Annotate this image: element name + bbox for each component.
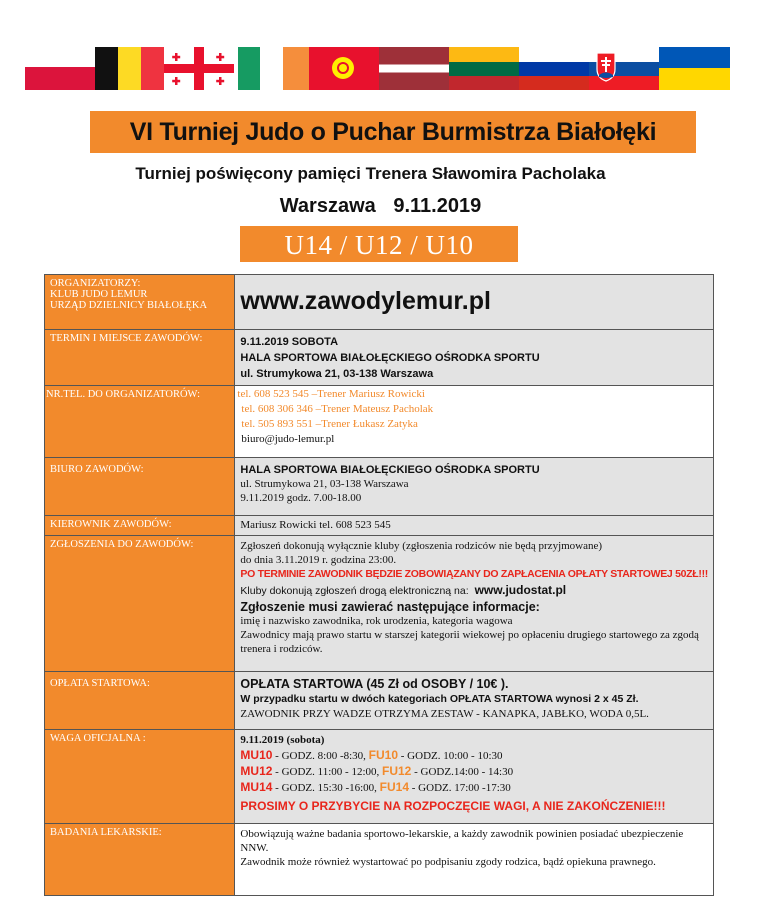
row-zgloszenia bbox=[45, 536, 714, 672]
value-oplata bbox=[235, 672, 714, 730]
termin-hall: HALA SPORTOWA BIAŁOŁĘCKIEGO OŚRODKA SPORTU bbox=[240, 352, 540, 364]
value-termin bbox=[235, 330, 714, 386]
organizers-label-3: URZĄD DZIELNICY BIAŁOŁĘKA bbox=[50, 300, 208, 311]
waga-m-time-2: - GODZ. 11:00 - 12:00, bbox=[272, 766, 383, 778]
zgloszenia-extra: Zawodnicy mają prawo startu w starszej kategorii wiekowej po opłaceniu drugiego startowego za zgodą trenera i rodziców. bbox=[240, 629, 699, 655]
label-termin: TERMIN I MIEJSCE ZAWODÓW: bbox=[45, 330, 235, 386]
biuro-hall: HALA SPORTOWA BIAŁOŁĘCKIEGO OŚRODKA SPORTU bbox=[240, 464, 540, 476]
waga-date: 9.11.2019 (sobota) bbox=[240, 734, 325, 746]
value-kierownik: Mariusz Rowicki tel. 608 523 545 bbox=[235, 516, 714, 536]
zgloszenia-line1: Zgłoszeń dokonują wyłącznie kluby (zgłoszenia rodziców nie będą przyjmowane) bbox=[240, 540, 603, 552]
waga-m-1: MU10 bbox=[240, 748, 273, 762]
label-phones: NR.TEL. DO ORGANIZATORÓW: bbox=[45, 386, 235, 458]
event-date: 9.11.2019 bbox=[393, 195, 482, 217]
date-line bbox=[0, 195, 761, 218]
flag-slovakia bbox=[589, 47, 659, 90]
row-badania bbox=[45, 824, 714, 896]
flag-kyrgyzstan bbox=[283, 47, 379, 90]
badania-p2: Zawodnik może również wystartować po podpisaniu zgody rodzica, bądź opiekuna prawnego. bbox=[240, 856, 656, 868]
row-phones bbox=[45, 386, 714, 458]
title-banner bbox=[90, 111, 696, 153]
flag-georgia bbox=[164, 47, 234, 90]
flag-lithuania bbox=[449, 47, 519, 90]
waga-m-time-1: - GODZ. 8:00 -8:30, bbox=[272, 750, 369, 762]
waga-m-3: MU14 bbox=[240, 780, 273, 794]
waga-schedule-3 bbox=[240, 780, 708, 796]
value-waga bbox=[235, 730, 714, 824]
zgloszenia-electronic bbox=[240, 583, 708, 598]
biuro-address: ul. Strumykowa 21, 03-138 Warszawa bbox=[240, 478, 409, 490]
age-categories-banner: U14 / U12 / U10 bbox=[240, 226, 518, 262]
row-waga bbox=[45, 730, 714, 824]
phone-1[interactable]: tel. 608 523 545 –Trener Mariusz Rowicki bbox=[237, 388, 425, 400]
flag-poland bbox=[25, 67, 95, 90]
flag-belgium bbox=[95, 47, 164, 90]
flag-ireland bbox=[234, 47, 260, 90]
label-zgloszenia: ZGŁOSZENIA DO ZAWODÓW: bbox=[45, 536, 235, 672]
waga-f-2: FU12 bbox=[382, 764, 412, 778]
waga-note: PROSIMY O PRZYBYCIE NA ROZPOCZĘCIE WAGI, A NIE ZAKOŃCZENIE!!! bbox=[240, 799, 666, 813]
phone-3[interactable]: tel. 505 893 551 –Trener Łukasz Zatyka bbox=[241, 418, 418, 430]
waga-f-1: FU10 bbox=[368, 748, 399, 762]
judostat-link[interactable]: www.judostat.pl bbox=[474, 583, 567, 597]
label-badania: BADANIA LEKARSKIE: bbox=[45, 824, 235, 896]
row-termin bbox=[45, 330, 714, 386]
zgloszenia-warning: PO TERMINIE ZAWODNIK BĘDZIE ZOBOWIĄZANY DO ZAPŁACENIA OPŁATY STARTOWEJ 50ZŁ!!! bbox=[240, 568, 708, 580]
row-oplata bbox=[45, 672, 714, 730]
flags-banner bbox=[25, 45, 730, 91]
page-title: VI Turniej Judo o Puchar Burmistrza Białołęki bbox=[129, 118, 657, 146]
zgloszenia-must: Zgłoszenie musi zawierać następujące informacje: bbox=[240, 600, 540, 614]
flag-ukraine bbox=[659, 47, 730, 90]
flag-latvia bbox=[379, 47, 449, 90]
value-biuro bbox=[235, 458, 714, 516]
website-link[interactable]: www.zawodylemur.pl bbox=[240, 287, 491, 315]
organizers-label-2: KLUB JUDO LEMUR bbox=[50, 289, 148, 300]
value-organizers bbox=[235, 275, 714, 330]
waga-m-2: MU12 bbox=[240, 764, 273, 778]
waga-f-time-2: - GODZ.14:00 - 14:30 bbox=[411, 766, 514, 778]
label-organizers bbox=[45, 275, 235, 330]
organizers-label-1: ORGANIZATORZY: bbox=[50, 278, 141, 289]
email[interactable]: biuro@judo-lemur.pl bbox=[241, 433, 335, 445]
oplata-main: OPŁATA STARTOWA (45 Zł od OSOBY / 10€ ). bbox=[240, 677, 509, 691]
row-biuro bbox=[45, 458, 714, 516]
zgloszenia-line2: do dnia 3.11.2019 r. godzina 23:00. bbox=[240, 554, 397, 566]
label-kierownik: KIEROWNIK ZAWODÓW: bbox=[45, 516, 235, 536]
termin-address: ul. Strumykowa 21, 03-138 Warszawa bbox=[240, 368, 434, 380]
zgloszenia-info: imię i nazwisko zawodnika, rok urodzenia, kategoria wagowa bbox=[240, 615, 513, 627]
label-oplata: OPŁATA STARTOWA: bbox=[45, 672, 235, 730]
row-organizers bbox=[45, 275, 714, 330]
waga-f-time-1: - GODZ. 10:00 - 10:30 bbox=[398, 750, 503, 762]
badania-p1: Obowiązują ważne badania sportowo-lekarskie, a każdy zawodnik powinien posiadać ubezpieczenie NNW. bbox=[240, 828, 684, 854]
oplata-two: W przypadku startu w dwóch kategoriach OPŁATA STARTOWA wynosi 2 x 45 Zł. bbox=[240, 693, 639, 705]
label-biuro: BIURO ZAWODÓW: bbox=[45, 458, 235, 516]
flag-russia bbox=[519, 47, 589, 90]
info-table bbox=[44, 274, 714, 896]
value-phones bbox=[235, 386, 714, 458]
waga-m-time-3: - GODZ. 15:30 -16:00, bbox=[272, 782, 380, 794]
termin-date: 9.11.2019 SOBOTA bbox=[240, 336, 339, 348]
flags-svg bbox=[25, 45, 730, 91]
phone-2[interactable]: tel. 608 306 346 –Trener Mateusz Pacholak bbox=[241, 403, 434, 415]
value-zgloszenia bbox=[235, 536, 714, 672]
city: Warszawa bbox=[279, 195, 376, 217]
waga-schedule-2 bbox=[240, 764, 708, 780]
label-waga: WAGA OFICJALNA : bbox=[45, 730, 235, 824]
biuro-hours: 9.11.2019 godz. 7.00-18.00 bbox=[240, 492, 362, 504]
value-badania bbox=[235, 824, 714, 896]
waga-f-3: FU14 bbox=[379, 780, 410, 794]
oplata-kit: ZAWODNIK PRZY WADZE OTRZYMA ZESTAW - KANAPKA, JABŁKO, WODA 0,5L. bbox=[240, 708, 649, 720]
subtitle: Turniej poświęcony pamięci Trenera Sławomira Pacholaka bbox=[135, 164, 606, 183]
row-kierownik bbox=[45, 516, 714, 536]
zgloszenia-electronic-text: Kluby dokonują zgłoszeń drogą elektroniczną na: bbox=[240, 585, 469, 597]
waga-f-time-3: - GODZ. 17:00 -17:30 bbox=[409, 782, 511, 794]
waga-schedule-1 bbox=[240, 748, 708, 764]
